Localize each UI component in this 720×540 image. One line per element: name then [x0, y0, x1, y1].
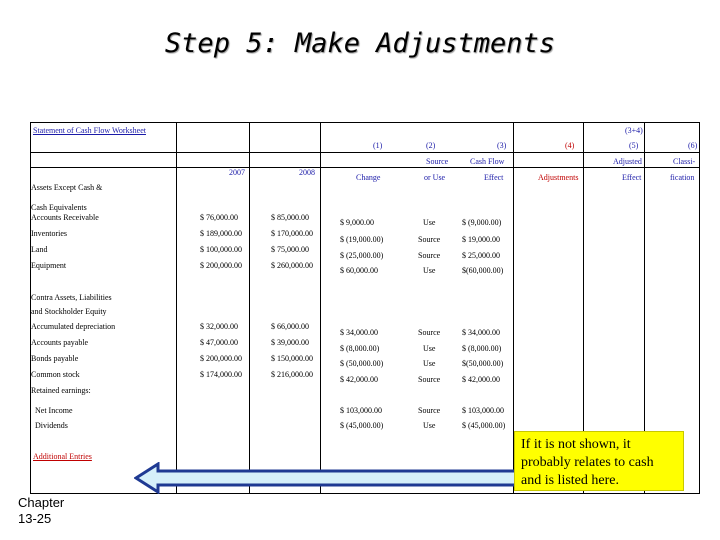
section-retained-earnings: Retained earnings: [31, 386, 91, 395]
col-head-3plus4: (3+4) [625, 126, 643, 135]
cell-change: $ (19,000.00) [340, 235, 384, 244]
cell-2008: $ 39,000.00 [271, 338, 309, 347]
cell-source-use: Source [418, 328, 441, 337]
cell-effect: $ (8,000.00) [462, 344, 502, 353]
cell-source-use: Source [418, 251, 441, 260]
cell-2008: $ 75,000.00 [271, 245, 309, 254]
grid-line [30, 167, 700, 168]
cell-2007: $ 100,000.00 [200, 245, 242, 254]
col-head-1: (1) [373, 141, 383, 150]
section-assets: Assets Except Cash & [31, 183, 103, 192]
cell-2007: $ 32,000.00 [200, 322, 238, 331]
cell-change: $ (25,000.00) [340, 251, 384, 260]
row-label: Dividends [35, 421, 68, 430]
section-cash-equivalents: Cash Equivalents [31, 203, 87, 212]
col-head-3: (3) [497, 141, 507, 150]
cell-effect: $ 34,000.00 [462, 328, 500, 337]
cell-change: $ 34,000.00 [340, 328, 378, 337]
chapter-label [18, 495, 64, 527]
row-label: Inventories [31, 229, 67, 238]
cell-2008: $ 260,000.00 [271, 261, 313, 270]
col-head-oruse: or Use [424, 173, 446, 182]
cell-source-use: Use [423, 266, 436, 275]
cell-source-use: Source [418, 406, 441, 415]
worksheet-label: Statement of Cash Flow Worksheet [33, 126, 146, 135]
col-head-2: (2) [426, 141, 436, 150]
cell-source-use: Use [423, 421, 436, 430]
row-label: Equipment [31, 261, 67, 270]
cell-change: $ 60,000.00 [340, 266, 378, 275]
row-label: Land [31, 245, 48, 254]
row-label: Common stock [31, 370, 80, 379]
cell-change: $ 42,000.00 [340, 375, 378, 384]
col-head-adjusted: Adjusted [613, 157, 642, 166]
cell-effect: $ (45,000.00) [462, 421, 506, 430]
col-head-2008: 2008 [299, 168, 315, 177]
grid-line [320, 122, 321, 494]
cell-effect: $ 103,000.00 [462, 406, 504, 415]
row-label: Bonds payable [31, 354, 79, 363]
callout-note: If it is not shown, it probably relates to cash and is listed here. [514, 431, 684, 491]
cell-effect: $(50,000.00) [462, 359, 504, 368]
cell-2008: $ 216,000.00 [271, 370, 313, 379]
col-head-source: Source [426, 157, 449, 166]
col-head-effect: Effect [484, 173, 504, 182]
grid-line [30, 152, 700, 153]
cell-source-use: Source [418, 235, 441, 244]
slide-title: Step 5: Make Adjustments [164, 28, 556, 59]
col-head-fication: fication [670, 173, 695, 182]
row-label: Net Income [35, 406, 73, 415]
cell-source-use: Use [423, 344, 436, 353]
additional-entries-label: Additional Entries [33, 452, 92, 461]
cell-2008: $ 170,000.00 [271, 229, 313, 238]
col-head-classi: Classi- [673, 157, 696, 166]
section-contra-assets: Contra Assets, Liabilities [31, 293, 112, 302]
cell-source-use: Use [423, 218, 436, 227]
col-head-4: (4) [565, 141, 575, 150]
cell-effect: $ 19,000.00 [462, 235, 500, 244]
row-label: Accumulated depreciation [31, 322, 116, 331]
cell-source-use: Source [418, 375, 441, 384]
cell-2007: $ 189,000.00 [200, 229, 242, 238]
cell-change: $ 9,000.00 [340, 218, 374, 227]
cell-change: $ (45,000.00) [340, 421, 384, 430]
col-head-6: (6) [688, 141, 698, 150]
row-label: Accounts payable [31, 338, 89, 347]
cell-effect: $ 42,000.00 [462, 375, 500, 384]
col-head-cashflow: Cash Flow [470, 157, 505, 166]
cell-2007: $ 47,000.00 [200, 338, 238, 347]
col-head-5: (5) [629, 141, 639, 150]
left-arrow-icon [134, 462, 522, 494]
cell-change: $ (8,000.00) [340, 344, 380, 353]
cell-change: $ 103,000.00 [340, 406, 382, 415]
row-label: Accounts Receivable [31, 213, 99, 222]
cell-2007: $ 200,000.00 [200, 354, 242, 363]
cell-2008: $ 66,000.00 [271, 322, 309, 331]
grid-line [176, 122, 177, 494]
cell-2007: $ 174,000.00 [200, 370, 242, 379]
cell-2007: $ 76,000.00 [200, 213, 238, 222]
cell-effect: $(60,000.00) [462, 266, 504, 275]
section-stockholder-equity: and Stockholder Equity [31, 307, 107, 316]
cell-2007: $ 200,000.00 [200, 261, 242, 270]
grid-line [249, 122, 250, 494]
col-head-change: Change [356, 173, 381, 182]
col-head-2007: 2007 [229, 168, 245, 177]
col-head-adjusted-effect: Effect [622, 173, 642, 182]
chapter-page: 13-25 [18, 511, 52, 526]
col-head-adjustments: Adjustments [538, 173, 579, 182]
cell-2008: $ 85,000.00 [271, 213, 309, 222]
cell-effect: $ (9,000.00) [462, 218, 502, 227]
cell-change: $ (50,000.00) [340, 359, 384, 368]
chapter-title: Chapter [18, 495, 65, 510]
cell-effect: $ 25,000.00 [462, 251, 500, 260]
cell-source-use: Use [423, 359, 436, 368]
cell-2008: $ 150,000.00 [271, 354, 313, 363]
